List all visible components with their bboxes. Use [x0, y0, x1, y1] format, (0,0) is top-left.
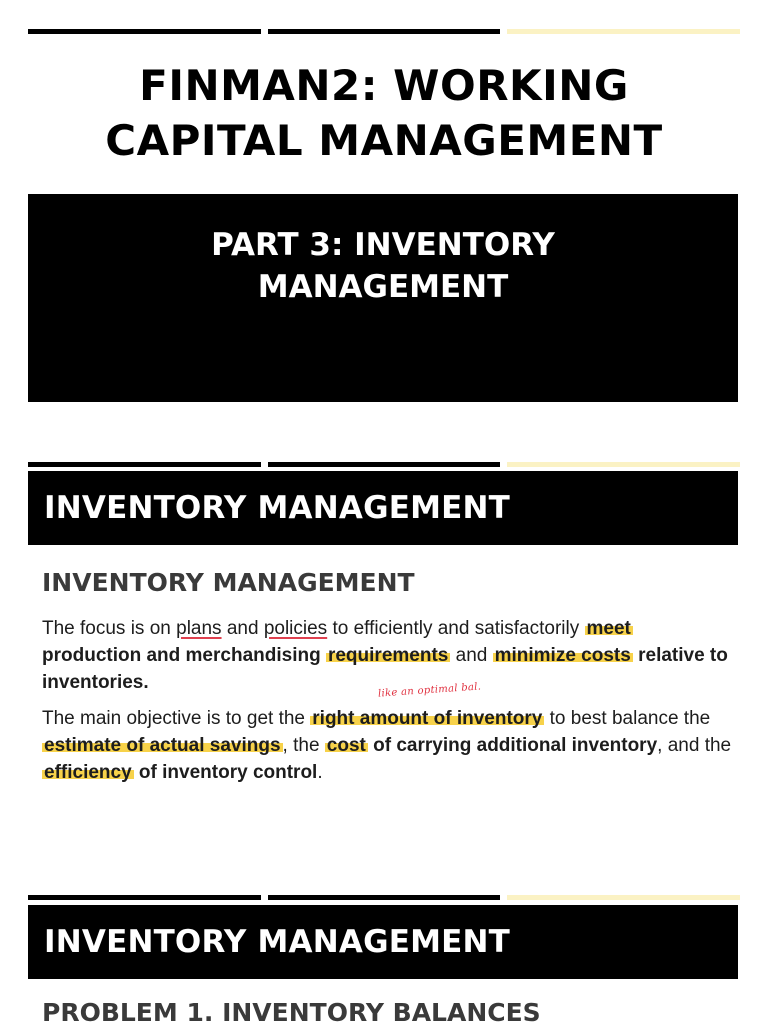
deck-title-line2: CAPITAL MANAGEMENT — [105, 116, 663, 165]
p1-policies: policies — [263, 618, 328, 639]
deck-title-line1: FINMAN2: WORKING — [139, 61, 629, 110]
top-rule-2 — [268, 29, 500, 34]
deck-subtitle-line2: MANAGEMENT — [257, 269, 509, 305]
top-rule-3 — [507, 29, 740, 34]
p1-highlight-minimize: minimize costs — [494, 645, 631, 666]
p1-text-4: and — [450, 645, 493, 666]
p1-plans: plans — [176, 618, 222, 639]
p1-bold-1: production and merchandising — [42, 645, 326, 666]
slide2-rule-1 — [28, 462, 261, 467]
deck-subtitle-line1: PART 3: INVENTORY — [211, 227, 555, 263]
slide3-rule-3 — [507, 895, 740, 900]
problem-heading: PROBLEM 1. INVENTORY BALANCES — [42, 998, 541, 1027]
deck-subtitle — [28, 224, 738, 308]
slide2-rule-2 — [268, 462, 500, 467]
subtitle-box — [28, 194, 738, 402]
p1-text-1: The focus is on — [42, 618, 177, 639]
p2-highlight-efficiency: efficiency — [44, 762, 132, 783]
p2-text-2: to best balance the — [544, 708, 711, 729]
p1-highlight-requirements: requirements — [327, 645, 449, 666]
slide3-title-bar — [28, 905, 738, 979]
p2-bold-2: of inventory control — [133, 762, 318, 783]
slide2-title-bar — [28, 471, 738, 545]
paragraph-focus — [42, 615, 732, 696]
p2-text-4: , and the — [657, 735, 732, 756]
p1-text-3: to efficiently and satisfactorily — [327, 618, 585, 639]
p2-highlight-estimate: estimate of actual savings — [44, 735, 281, 756]
top-rule-1 — [28, 29, 261, 34]
p1-bold-2: relative to inventories. — [42, 645, 728, 693]
p2-text-3: , the — [282, 735, 325, 756]
section-heading: INVENTORY MANAGEMENT — [42, 568, 415, 597]
p2-bold-1: of carrying additional inventory — [367, 735, 658, 756]
p2-highlight-cost: cost — [326, 735, 366, 756]
slide2-rule-3 — [507, 462, 740, 467]
p1-text-2: and — [221, 618, 264, 639]
slide3-rule-2 — [268, 895, 500, 900]
slide3-rule-1 — [28, 895, 261, 900]
slide2-bar-title: INVENTORY MANAGEMENT — [44, 490, 511, 526]
p1-highlight-meet: meet — [586, 618, 631, 639]
paragraph-objective — [42, 705, 732, 786]
handwritten-annotation: like an optimal bal. — [377, 681, 482, 700]
slide3-bar-title: INVENTORY MANAGEMENT — [44, 924, 511, 960]
p2-highlight-right-amount: right amount of inventory — [312, 708, 543, 729]
p2-text-1: The main objective is to get the — [42, 708, 311, 729]
p2-text-5: . — [317, 762, 323, 783]
deck-title — [0, 58, 768, 168]
